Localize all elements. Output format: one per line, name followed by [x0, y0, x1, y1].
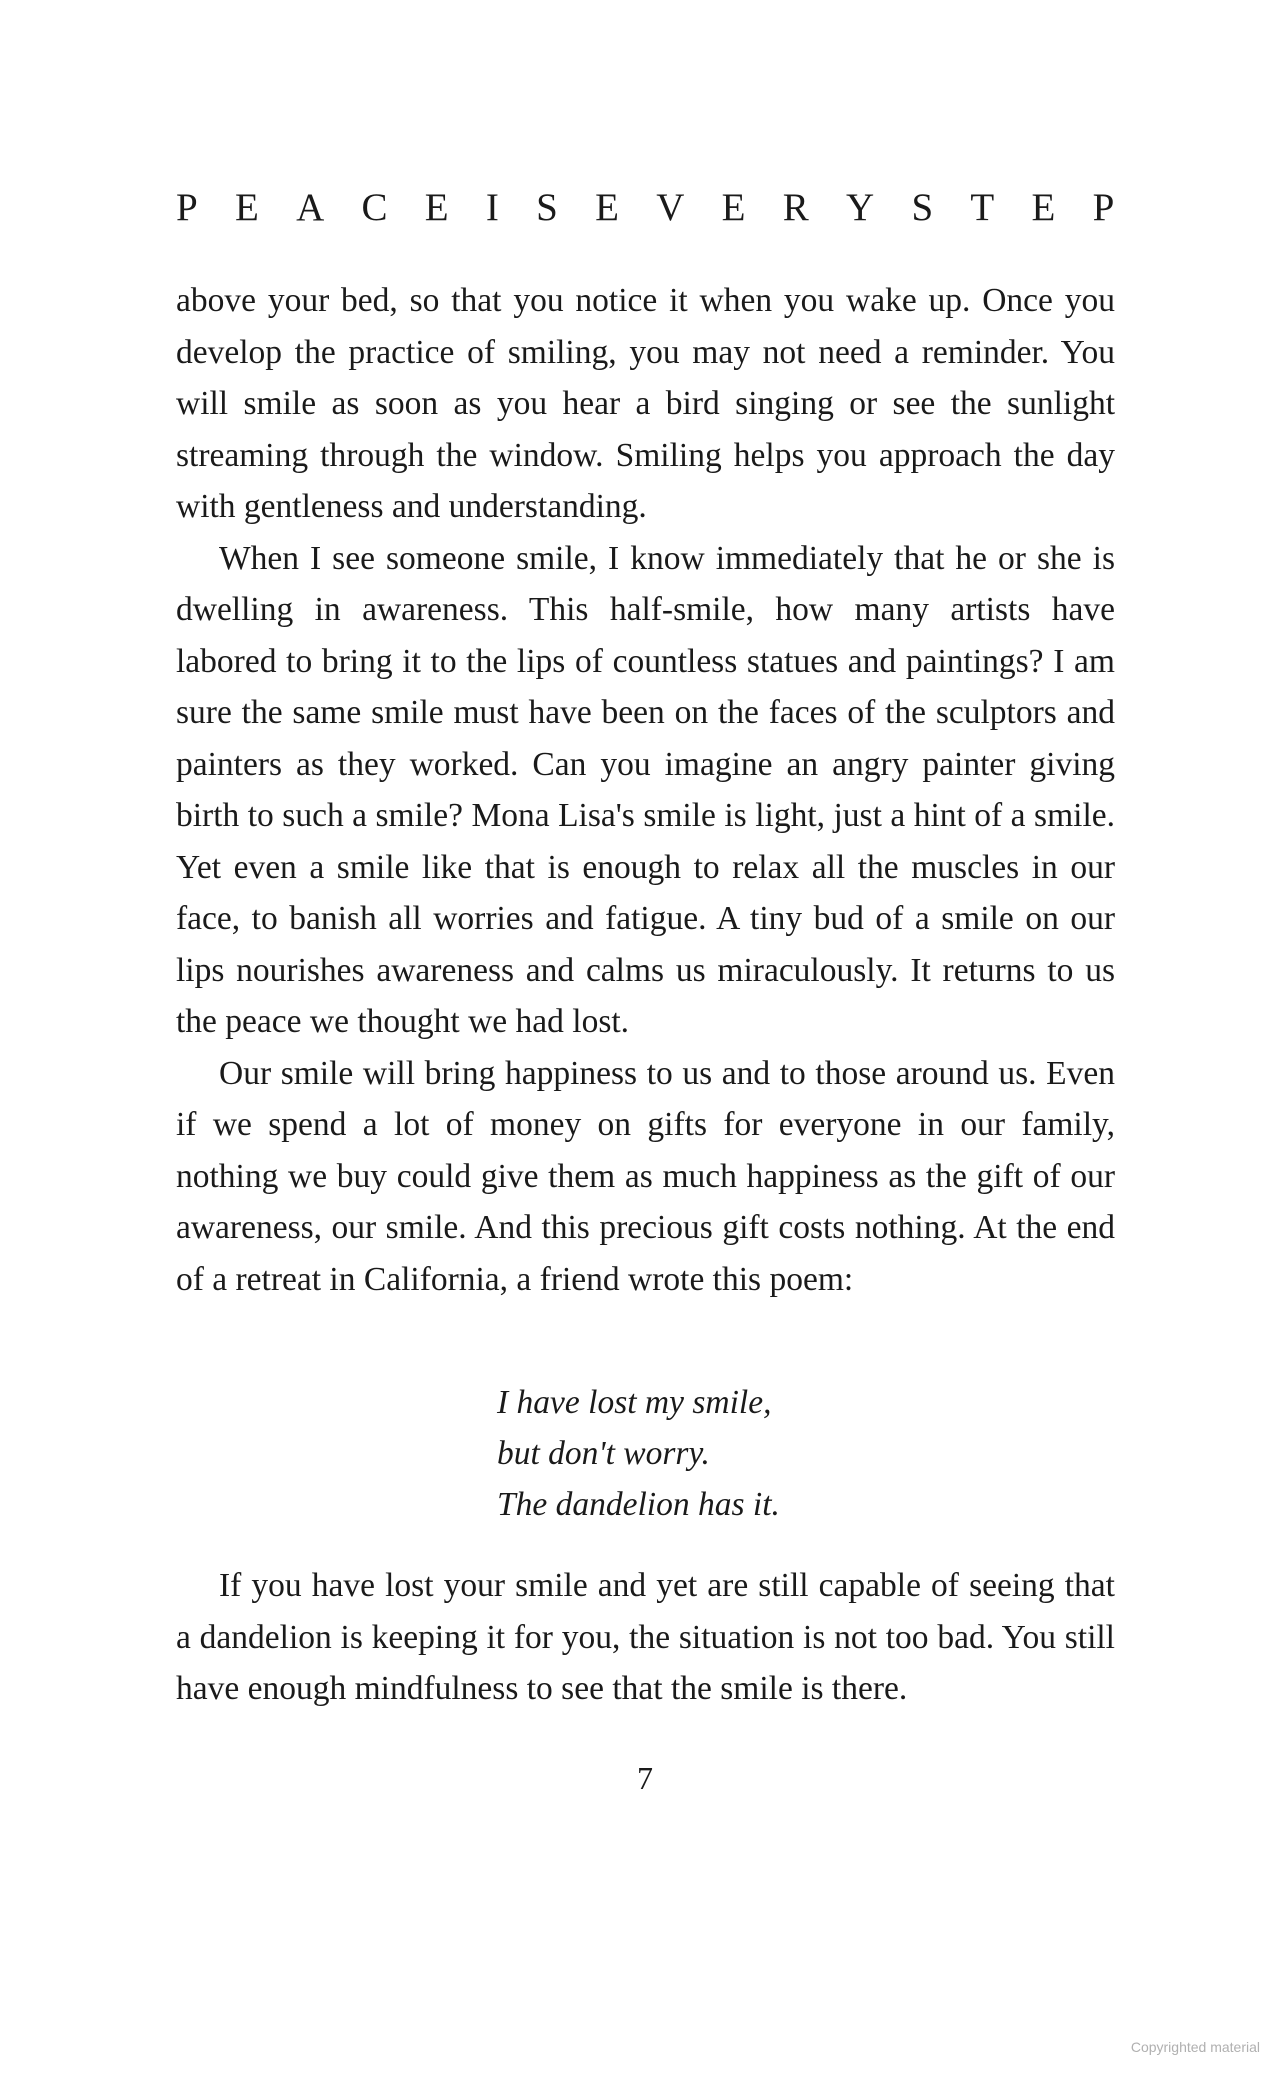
header-letter: Y	[846, 186, 875, 229]
header-letter: E	[595, 186, 620, 229]
header-letter: V	[656, 186, 685, 229]
poem-line: I have lost my smile,	[497, 1384, 772, 1421]
header-letter: E	[721, 186, 746, 229]
poem-line: but don't worry.	[497, 1435, 710, 1472]
running-header	[176, 183, 1115, 233]
paragraph-after-poem: If you have lost your smile and yet are still capable of seeing that a dandelion is keeping it for you, the situation is not too bad. You still have enough mindfulness to see that the smile is there.	[176, 1567, 1115, 1707]
header-letter: E	[234, 186, 260, 229]
header-letter: E	[424, 186, 450, 229]
paragraph: above your bed, so that you notice it when you wake up. Once you develop the practice of smiling, you may not need a reminder. You will smile as soon as you hear a bird singing or see the sunlight streaming through the window. Smiling helps you approach the day with gentleness and understanding.	[176, 282, 1115, 525]
header-letter: E	[1031, 186, 1056, 229]
paragraph: Our smile will bring happiness to us and to those around us. Even if we spend a lot of money on gifts for everyone in our family, nothing we buy could give them as much happiness as the gift of our awareness, our smile. And this precious gift costs nothing. At the end of a retreat in California, a friend wrote this poem:	[176, 1054, 1115, 1298]
poem-line: The dandelion has it.	[497, 1486, 780, 1523]
header-letter: I	[485, 186, 500, 229]
body-text	[176, 275, 1115, 1305]
header-letter: S	[536, 186, 559, 229]
page-number: 7	[637, 1760, 653, 1796]
header-letter: C	[361, 186, 389, 229]
header-letter: P	[1092, 186, 1115, 229]
header-letter: T	[970, 186, 995, 229]
paragraph: When I see someone smile, I know immediately that he or she is dwelling in awareness. This half-smile, how many artists have labored to bring it to the lips of countless statues and paintings? I am sure the same smile must have been on the faces of the sculptors and painters as they worked. Can you imagine an angry painter giving birth to such a smile? Mona Lisa's smile is light, just a hint of a smile. Yet even a smile like that is enough to relax all the muscles in our face, to banish all worries and fatigue. A tiny bud of a smile on our lips nourishes awareness and calms us miraculously. It returns to us the peace we thought we had lost.	[176, 539, 1115, 1040]
header-letter: A	[296, 186, 325, 229]
poem	[497, 1377, 780, 1530]
copyright-watermark: Copyrighted material	[1130, 2039, 1260, 2055]
header-letter: S	[911, 186, 934, 229]
header-letter: R	[782, 186, 810, 229]
header-letter: P	[176, 186, 199, 229]
